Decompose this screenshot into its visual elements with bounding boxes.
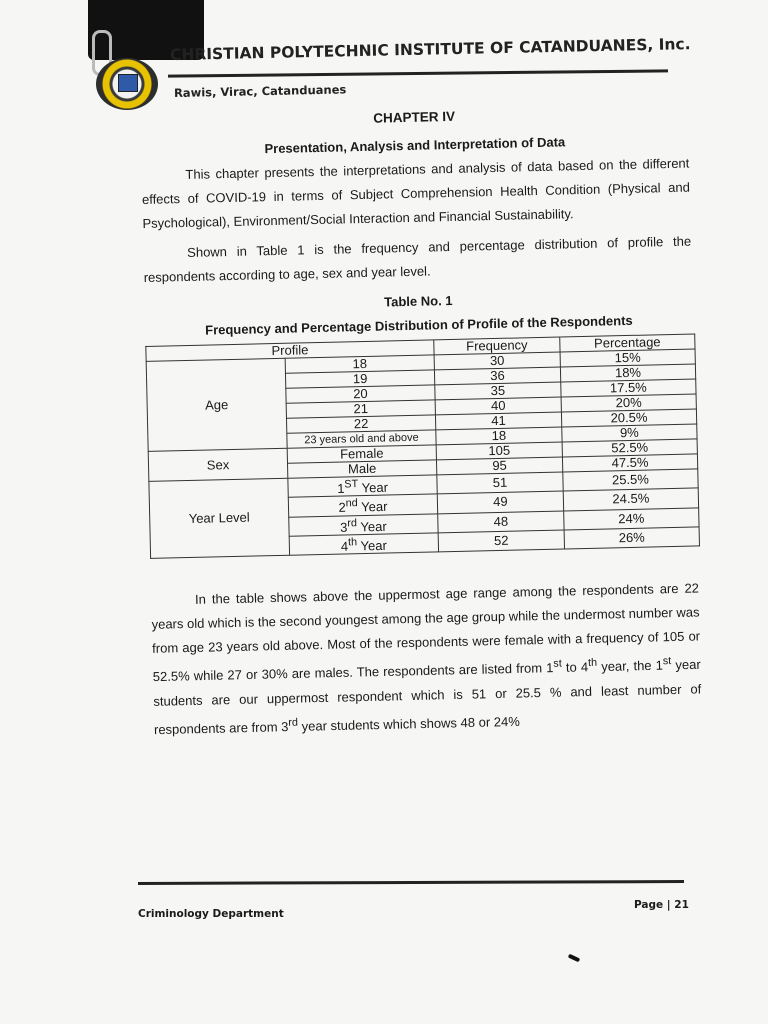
row-frequency: 49 xyxy=(437,491,563,513)
ordinal-number: 1 xyxy=(337,480,345,496)
table-intro-paragraph: Shown in Table 1 is the frequency and percentage distribution of profile the respondents according to age, sex and year level. xyxy=(143,233,692,285)
institution-name: CHRISTIAN POLYTECHNIC INSTITUTE OF CATANDUANES, Inc. xyxy=(169,35,691,64)
seal-emblem-icon xyxy=(118,74,138,92)
year-word: Year xyxy=(356,518,387,535)
row-percentage: 9% xyxy=(562,424,697,442)
institution-seal-logo xyxy=(96,58,158,110)
ordinal-number: 3 xyxy=(340,519,348,535)
row-frequency: 36 xyxy=(434,367,560,385)
table-number: Table No. 1 xyxy=(384,292,453,310)
row-frequency: 41 xyxy=(435,412,561,430)
row-frequency: 95 xyxy=(436,457,562,475)
year-word: Year xyxy=(357,537,388,554)
ordinal-suffix: nd xyxy=(345,497,358,510)
row-item: 18 xyxy=(285,355,434,373)
row-percentage: 25.5% xyxy=(563,469,698,491)
row-percentage: 47.5% xyxy=(562,454,697,472)
row-percentage: 15% xyxy=(560,349,695,367)
row-item: Male xyxy=(288,460,437,478)
footer-department: Criminology Department xyxy=(138,908,284,920)
group-label-sex: Sex xyxy=(148,448,288,481)
row-item: 23 years old and above xyxy=(287,430,436,448)
row-percentage: 20% xyxy=(561,394,696,412)
row-item xyxy=(289,533,438,556)
text-run: to 4 xyxy=(561,659,589,676)
row-percentage: 52.5% xyxy=(562,439,697,457)
text-run: year, the 1 xyxy=(596,657,664,675)
row-frequency: 51 xyxy=(437,472,563,494)
institution-address: Rawis, Virac, Catanduanes xyxy=(173,82,347,100)
footer-divider xyxy=(138,880,684,885)
row-item: 19 xyxy=(285,370,434,388)
main-content xyxy=(140,100,702,748)
interpretation-paragraph xyxy=(151,577,702,742)
row-frequency: 30 xyxy=(434,352,560,370)
row-frequency: 40 xyxy=(435,397,561,415)
row-percentage: 26% xyxy=(564,527,699,549)
row-frequency: 48 xyxy=(438,511,564,533)
year-word: Year xyxy=(358,479,389,496)
profile-table xyxy=(145,333,700,559)
row-item: 21 xyxy=(286,400,435,418)
year-word: Year xyxy=(357,499,388,515)
group-label-age: Age xyxy=(146,358,287,451)
ordinal-number: 4 xyxy=(340,538,349,554)
chapter-number: CHAPTER IV xyxy=(373,108,456,126)
row-item: 20 xyxy=(286,385,435,403)
text-run: In the table shows above the uppermost age range among the respondents are 22 years old which is the second youngest among the age group while the undermost number was from age 23 years old above. Most of the respondents were female with a frequency of 105 or 52.5% while 27 or 30% are males. The respondents are listed from 1 xyxy=(151,580,701,685)
ordinal-number: 2 xyxy=(338,500,346,516)
text-run: year students are our uppermost respondent which is 51 or 25.5 % and least number of respondents are from 3 xyxy=(153,657,702,737)
row-item: 22 xyxy=(286,415,435,433)
ordinal-suffix: th xyxy=(587,657,598,670)
ordinal-suffix: st xyxy=(662,655,672,668)
row-frequency: 105 xyxy=(436,442,562,460)
group-label-year-level: Year Level xyxy=(149,478,290,558)
header-percentage: Percentage xyxy=(560,334,695,352)
ordinal-suffix: rd xyxy=(347,516,358,530)
row-frequency: 35 xyxy=(435,382,561,400)
page-number: Page | 21 xyxy=(634,899,689,911)
row-percentage: 24% xyxy=(564,508,699,530)
row-frequency: 52 xyxy=(438,530,564,552)
row-frequency: 18 xyxy=(436,427,562,445)
ordinal-suffix: st xyxy=(553,657,562,671)
ink-speck xyxy=(568,954,581,963)
header-divider xyxy=(168,69,668,77)
ordinal-suffix: rd xyxy=(288,716,299,729)
row-percentage: 17.5% xyxy=(561,379,696,397)
header-profile: Profile xyxy=(146,340,434,362)
row-percentage: 24.5% xyxy=(563,488,698,510)
table-title: Frequency and Percentage Distribution of Profile of the Respondents xyxy=(204,312,633,338)
ordinal-suffix: ST xyxy=(344,478,359,491)
chapter-title: Presentation, Analysis and Interpretation of Data xyxy=(264,134,566,157)
text-run: year students which shows 48 or 24% xyxy=(297,713,520,734)
header-frequency: Frequency xyxy=(434,337,560,355)
ordinal-suffix: th xyxy=(347,536,358,549)
row-percentage: 20.5% xyxy=(561,409,696,427)
intro-paragraph: This chapter presents the interpretations and analysis of data based on the different effects of COVID-19 in terms of Subject Comprehension Health Condition (Physical and Psychological), Environment/Social Interaction and Financial Sustainability. xyxy=(141,155,691,231)
row-percentage: 18% xyxy=(560,364,695,382)
row-item: Female xyxy=(287,445,436,463)
